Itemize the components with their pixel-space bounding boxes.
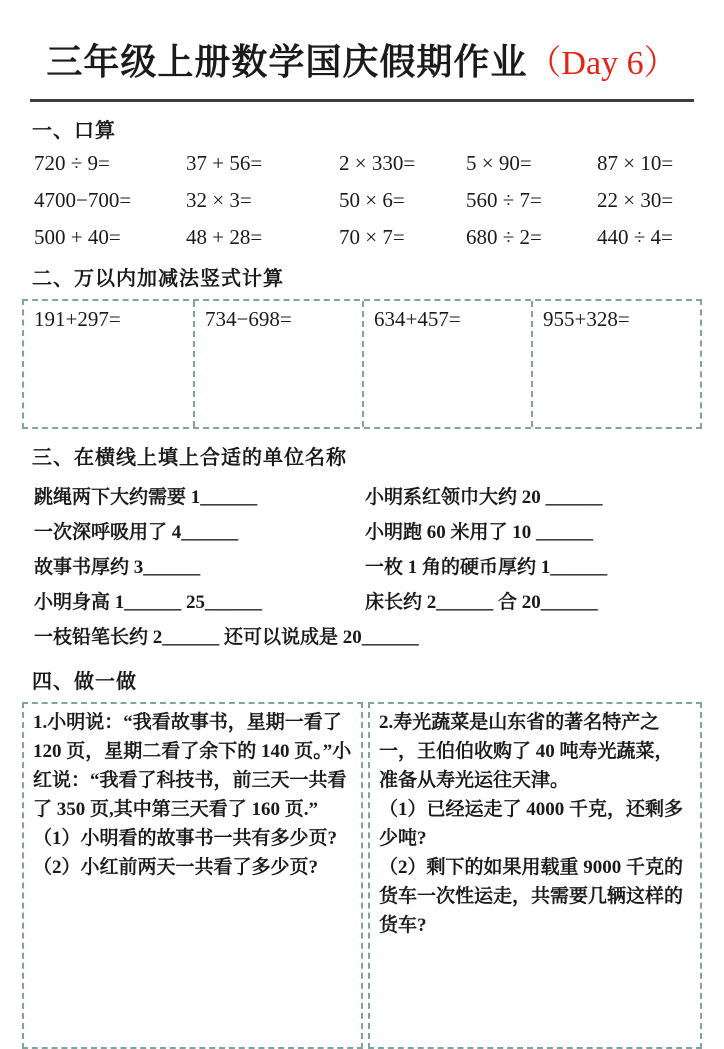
oral-problem: 87 × 10= [597,151,674,175]
section-oral-calc [22,114,702,250]
units-blank-item: 一次深呼吸用了 4______ [34,522,239,543]
units-row [34,548,702,583]
oral-problem: 680 ÷ 2= [466,225,542,249]
units-row [34,478,702,513]
title-day-badge: （Day 6） [527,45,678,82]
vertical-calc-cell: 734−698= [193,301,362,427]
section4-heading: 四、做一做 [32,671,137,693]
word-problem-2-q1: （1）已经运走了 4000 千克，还剩多少吨? [379,799,684,849]
units-blank-item: 小明跑 60 米用了 10 ______ [365,522,594,543]
oral-problem: 48 + 28= [186,225,263,249]
oral-problem: 2 × 330= [339,151,416,175]
vertical-calc-cell: 955+328= [531,301,700,427]
units-row [34,618,702,653]
units-row [34,513,702,548]
oral-problem: 500 + 40= [34,225,121,249]
units-blank-item: 小明系红领巾大约 20 ______ [365,487,603,508]
section-vertical-calc [22,262,702,429]
units-blank-item: 一枚 1 角的硬币厚约 1______ [365,557,608,578]
units-blank-item: 跳绳两下大约需要 1______ [34,487,258,508]
vertical-calc-cell: 191+297= [34,307,121,331]
units-blank-item: 一枝铅笔长约 2______ 还可以说成是 20______ [34,627,419,648]
section1-heading: 一、口算 [32,120,116,142]
oral-problem: 720 ÷ 9= [34,151,110,175]
oral-problem: 70 × 7= [339,225,405,249]
units-blank-item: 故事书厚约 3______ [34,557,201,578]
oral-problem: 560 ÷ 7= [466,188,542,212]
page-title [30,34,694,102]
word-problem-2-text: 2.寿光蔬菜是山东省的著名特产之一，王伯伯收购了 40 吨寿光蔬菜，准备从寿光运往天津。 [379,712,674,791]
section2-heading: 二、万以内加减法竖式计算 [32,268,284,290]
section-word-problems [22,665,702,1049]
oral-problem: 32 × 3= [186,188,252,212]
word-problem-1-q2: （2）小红前两天一共看了多少页? [33,857,319,878]
vertical-calc-cell: 634+457= [362,301,531,427]
oral-problem: 440 ÷ 4= [597,225,673,249]
units-blank-item: 床长约 2______ 合 20______ [365,592,598,613]
vertical-calc-box [22,299,702,429]
oral-problem: 50 × 6= [339,188,405,212]
word-problem-2-q2: （2）剩下的如果用载重 9000 千克的货车一次性运走，共需要几辆这样的货车? [379,857,684,936]
oral-problem: 22 × 30= [597,188,674,212]
title-text: 三年级上册数学国庆假期作业 [46,42,528,82]
oral-calc-grid [34,151,702,250]
oral-problem: 37 + 56= [186,151,263,175]
oral-problem: 4700−700= [34,188,132,212]
word-problem-2-box [368,702,702,1049]
section-units [22,441,702,653]
word-problem-1-q1: （1）小明看的故事书一共有多少页? [33,828,338,849]
units-row [34,583,702,618]
section3-heading: 三、在横线上填上合适的单位名称 [32,447,347,469]
word-problem-boxes [22,702,702,1049]
word-problem-1-text: 1.小明说：“我看故事书，星期一看了 120 页，星期二看了余下的 140 页。”小红说：“我看了科技书，前三天一共看了 350 页,其中第三天看了 160 页.” [33,712,352,820]
units-blank-item: 小明身高 1______ 25______ [34,592,263,613]
oral-problem: 5 × 90= [466,151,532,175]
word-problem-1-box [22,702,363,1049]
